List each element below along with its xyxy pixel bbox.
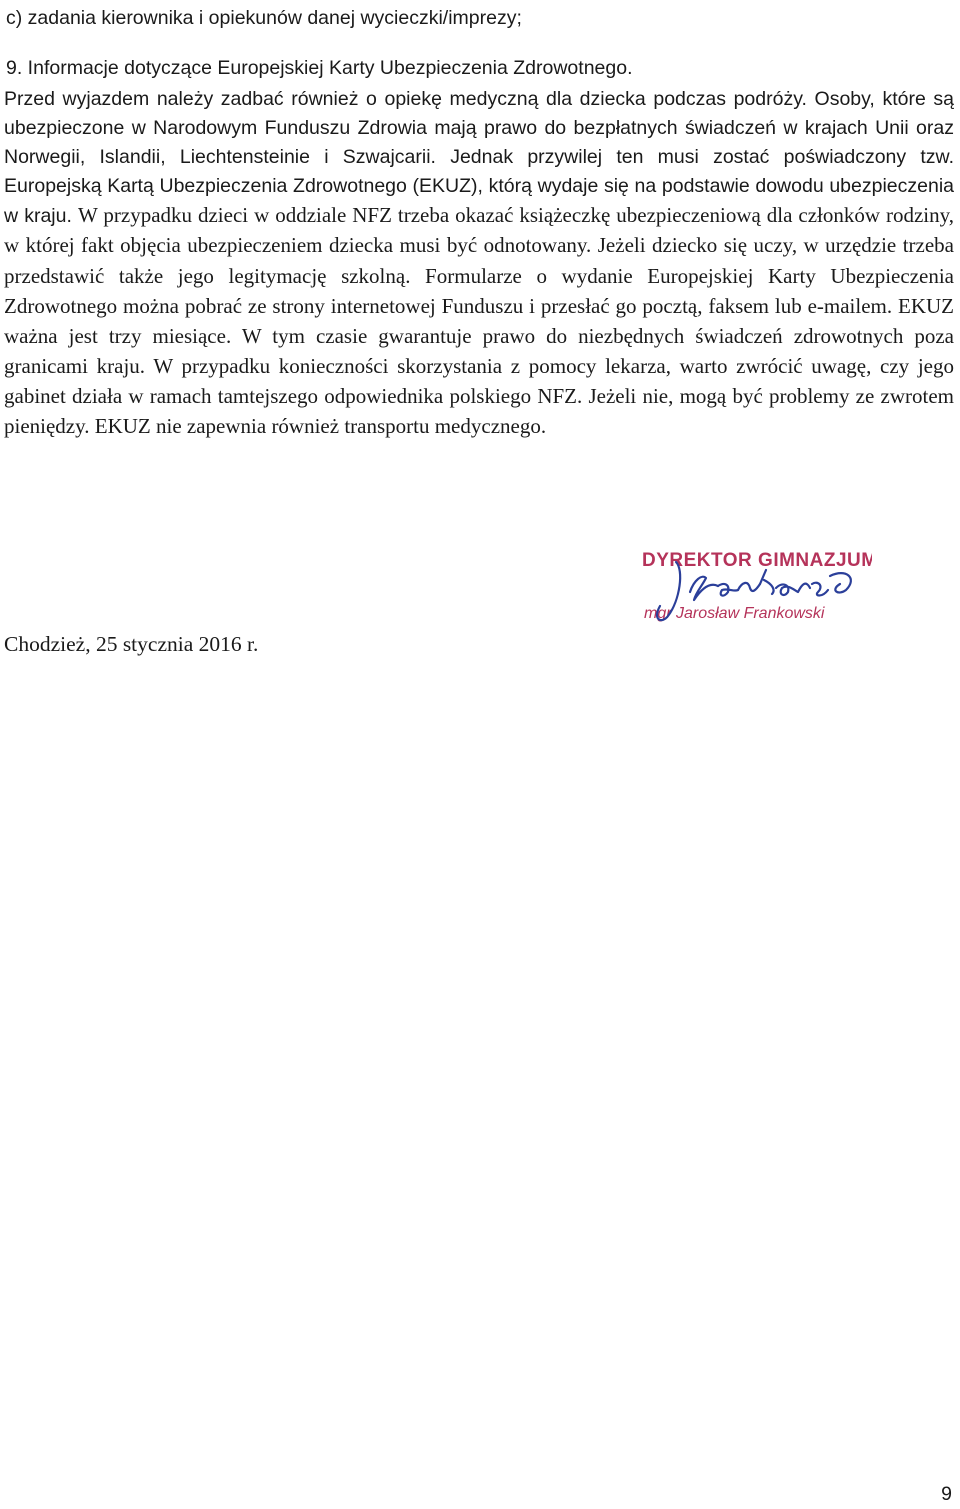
page-number: 9	[941, 1483, 952, 1505]
stamp-title: DYREKTOR GIMNAZJUM	[642, 550, 872, 571]
signature-stamp	[632, 540, 872, 640]
paragraph-part-2: W przypadku dzieci w oddziale NFZ trzeba okazać książeczkę ubezpieczeniową dla członków rodziny, w której fakt objęcia ubezpieczeniem dziecka musi być odnotowany. Jeżeli dziecko się uczy, w urzędzie trzeba przedstawić także jego legitymację szkolną. Formularze o wydanie Europejskiej Karty Ubezpieczenia Zdrowotnego można pobrać ze strony internetowej Funduszu i przesłać go pocztą, faksem lub e-mailem. EKUZ ważna jest trzy miesiące. W tym czasie gwarantuje prawo do niezbędnych świadczeń zdrowotnych poza granicami kraju. W przypadku konieczności skorzystania z pomocy lekarza, warto zwrócić uwagę, czy jego gabinet działa w ramach tamtejszego odpowiednika polskiego NFZ. Jeżeli nie, mogą być problemy ze zwrotem pieniędzy. EKUZ nie zapewnia również transportu medycznego.	[4, 203, 955, 439]
body-paragraph	[4, 85, 954, 442]
stamp-name: mgr Jarosław Frankowski	[644, 605, 825, 622]
list-item-c: c) zadania kierownika i opiekunów danej wycieczki/imprezy;	[6, 7, 522, 29]
section-heading: 9. Informacje dotyczące Europejskiej Karty Ubezpieczenia Zdrowotnego.	[6, 57, 633, 79]
date-line: Chodzież, 25 stycznia 2016 r.	[4, 632, 259, 656]
paragraph-part-1: Przed wyjazdem należy zadbać również o opiekę medyczną dla dziecka podczas podróży. Osoby, które są ubezpieczone w Narodowym Funduszu Zdrowia mają prawo do bezpłatnych świadczeń w krajach Unii oraz Norwegii, Islandii, Liechtensteinie i Szwajcarii. Jednak przywilej ten musi zostać poświadczony tzw. Europejską Kartą Ubezpieczenia Zdrowotnego (EKUZ), którą wydaje się na podstawie dowodu ubezpieczenia w kraju.	[4, 88, 954, 228]
